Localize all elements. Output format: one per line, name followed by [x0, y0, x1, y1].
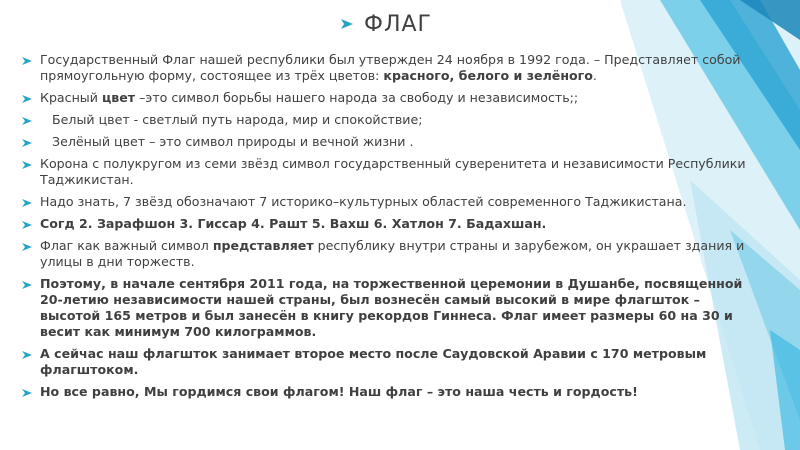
slide-title: ФЛАГ — [364, 11, 432, 37]
arrow-bullet-icon — [22, 242, 34, 270]
arrow-bullet-icon — [22, 116, 34, 128]
title-row — [340, 9, 432, 39]
paragraph-text: Согд 2. Зарафшон 3. Гиссар 4. Рашт 5. Вахш 6. Хатлон 7. Бадахшан. — [40, 216, 547, 231]
arrow-bullet-icon — [22, 94, 34, 106]
paragraph-text: Зелёный цвет – это символ природы и вечной жизни . — [40, 134, 414, 149]
paragraph — [22, 134, 762, 150]
paragraph — [22, 112, 762, 128]
paragraph-text: Но все равно, Мы гордимся свои флагом! Наш флаг – это наша честь и гордость! — [40, 384, 638, 399]
paragraph-text: А сейчас наш флагшток занимает второе место после Саудовской Аравии с 170 метровым флагштоком. — [40, 346, 707, 377]
paragraph-text: Поэтому, в начале сентября 2011 года, на торжественной церемонии в Душанбе, посвященной 20-летию независимости нашей страны, был вознесён самый высокий в мире флагшток – высотой 165 метров и был занесён в книгу рекордов Гиннеса. Флаг имеет размеры 60 на 30 и весит как минимум 700 килограммов. — [40, 276, 743, 339]
slide-content — [22, 52, 762, 406]
arrow-bullet-icon — [22, 220, 34, 232]
paragraph — [22, 90, 762, 106]
arrow-bullet-icon — [22, 138, 34, 150]
arrow-bullet-icon — [22, 160, 34, 188]
paragraph-text: Флаг как важный символ представляет республику внутри страны и зарубежом, он украшает здания и улицы в дни торжеств. — [40, 238, 745, 269]
arrow-bullet-icon — [22, 198, 34, 210]
arrow-bullet-icon — [22, 350, 34, 378]
arrow-bullet-icon — [22, 280, 34, 340]
paragraph-text: Государственный Флаг нашей республики был утвержден 24 ноября в 1992 года. – Представляет собой прямоугольную форму, состоящее из трёх цветов: красного, белого и зелёного. — [40, 52, 741, 83]
paragraph — [22, 346, 762, 378]
paragraph — [22, 384, 762, 400]
paragraph — [22, 238, 762, 270]
paragraph-text: Надо знать, 7 звёзд обозначают 7 историко–культурных областей современного Таджикистана. — [40, 194, 687, 209]
paragraph-text: Корона с полукругом из семи звёзд символ государственный суверенитета и независимости Республики Таджикистан. — [40, 156, 746, 187]
arrow-bullet-icon — [340, 17, 354, 31]
paragraph — [22, 156, 762, 188]
arrow-bullet-icon — [22, 56, 34, 84]
paragraph — [22, 276, 762, 340]
paragraph — [22, 52, 762, 84]
paragraph-text: Красный цвет –это символ борьбы нашего народа за свободу и независимость;; — [40, 90, 579, 105]
paragraph — [22, 194, 762, 210]
paragraph-text: Белый цвет - светлый путь народа, мир и спокойствие; — [40, 112, 423, 127]
arrow-bullet-icon — [22, 388, 34, 400]
paragraph — [22, 216, 762, 232]
